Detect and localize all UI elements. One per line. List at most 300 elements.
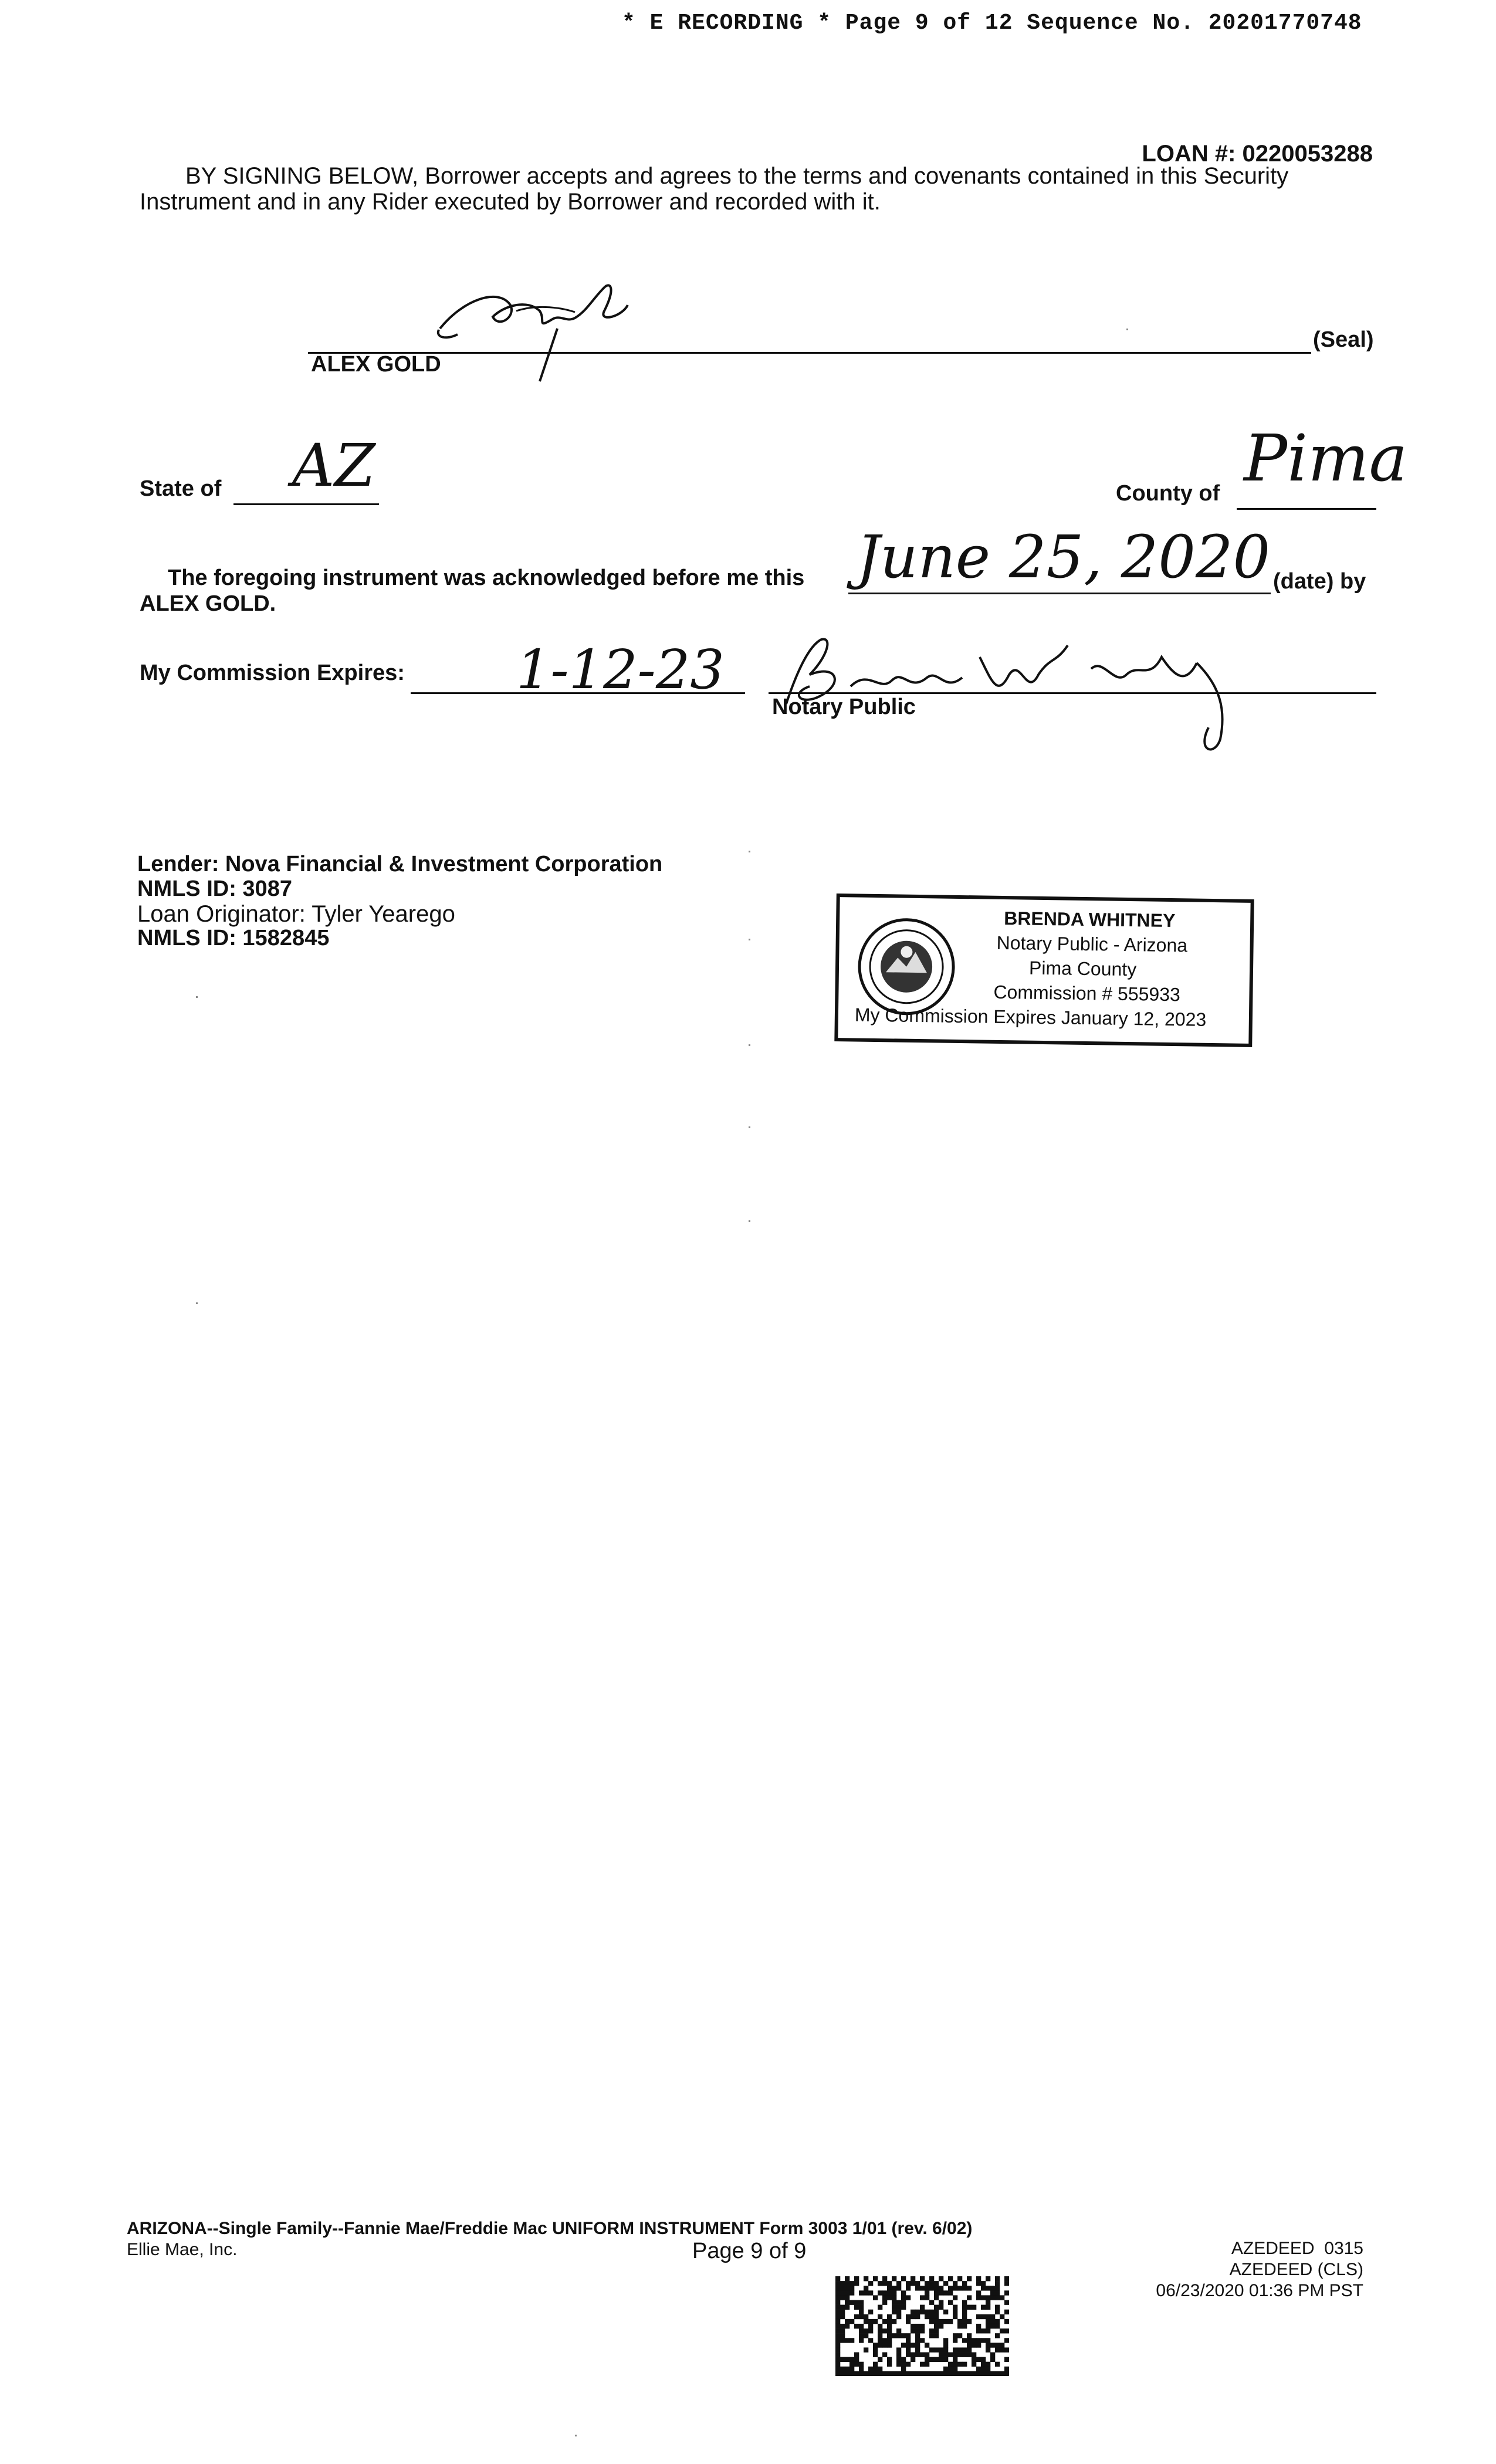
barcode-module <box>995 2310 1000 2314</box>
barcode-module <box>939 2347 943 2352</box>
scan-speck <box>749 939 750 940</box>
barcode-module <box>1000 2343 1004 2347</box>
barcode-module <box>943 2319 948 2324</box>
barcode-module <box>882 2328 887 2333</box>
barcode-module <box>868 2367 873 2371</box>
barcode-module <box>990 2343 995 2347</box>
barcode-module <box>873 2362 878 2367</box>
barcode-module <box>1004 2276 1009 2281</box>
barcode-module <box>939 2276 943 2281</box>
barcode-module <box>976 2338 981 2343</box>
barcode-module <box>901 2357 906 2362</box>
stamp-county: Pima County <box>1028 957 1137 980</box>
barcode-module <box>845 2290 849 2295</box>
barcode-module <box>925 2362 929 2367</box>
barcode-module <box>972 2362 976 2367</box>
barcode-module <box>957 2324 962 2328</box>
barcode-module <box>882 2338 887 2343</box>
barcode-module <box>986 2367 990 2371</box>
footer-timestamp: 06/23/2020 01:36 PM PST <box>1156 2281 1363 2300</box>
barcode-module <box>854 2353 859 2357</box>
barcode-module <box>892 2371 896 2376</box>
barcode-module <box>845 2338 849 2343</box>
barcode-module <box>859 2290 864 2295</box>
barcode-module <box>906 2295 911 2300</box>
barcode-module <box>920 2295 925 2300</box>
barcode-module <box>859 2328 864 2333</box>
barcode-module <box>845 2319 849 2324</box>
barcode-module <box>878 2371 882 2376</box>
stamp-title: Notary Public - Arizona <box>996 932 1188 956</box>
barcode-module <box>868 2310 873 2314</box>
lender-line-2: NMLS ID: 3087 <box>137 876 292 901</box>
barcode-module <box>986 2286 990 2290</box>
scan-speck <box>196 1302 198 1304</box>
barcode-module <box>953 2338 957 2343</box>
barcode-module <box>995 2295 1000 2300</box>
barcode-module <box>972 2338 976 2343</box>
barcode-module <box>887 2290 892 2295</box>
barcode-module <box>854 2314 859 2319</box>
barcode-module <box>948 2353 953 2357</box>
barcode-module <box>920 2328 925 2333</box>
barcode-module <box>967 2343 972 2347</box>
barcode-module <box>962 2371 967 2376</box>
barcode-module <box>976 2290 981 2295</box>
footer-code-2: AZEDEED (CLS) <box>1229 2260 1363 2279</box>
barcode-module <box>962 2353 967 2357</box>
barcode-module <box>976 2328 981 2333</box>
barcode-module <box>835 2300 840 2304</box>
barcode-module <box>896 2305 901 2310</box>
barcode-module <box>864 2328 868 2333</box>
barcode-module <box>1004 2371 1009 2376</box>
barcode-module <box>873 2276 878 2281</box>
barcode-module <box>906 2319 911 2324</box>
barcode-module <box>840 2367 845 2371</box>
barcode-module <box>948 2286 953 2290</box>
barcode-module <box>967 2338 972 2343</box>
barcode-module <box>967 2333 972 2338</box>
barcode-module <box>981 2328 986 2333</box>
barcode-module <box>887 2328 892 2333</box>
barcode-module <box>854 2300 859 2304</box>
acknowledgment-text: The foregoing instrument was acknowledged before me this <box>168 566 805 590</box>
barcode-module <box>934 2371 939 2376</box>
barcode-module <box>962 2310 967 2314</box>
barcode-module <box>892 2305 896 2310</box>
commission-label: My Commission Expires: <box>140 661 405 685</box>
barcode-module <box>953 2371 957 2376</box>
barcode-module <box>892 2333 896 2338</box>
barcode-module <box>887 2362 892 2367</box>
barcode-module <box>864 2286 868 2290</box>
barcode-module <box>981 2362 986 2367</box>
barcode-module <box>967 2286 972 2290</box>
barcode-module <box>1004 2319 1009 2324</box>
barcode-module <box>934 2328 939 2333</box>
acknowledgment-date-handwritten: June 25, 2020 <box>857 523 1271 591</box>
barcode-module <box>915 2353 920 2357</box>
barcode-module <box>882 2281 887 2286</box>
barcode-module <box>934 2290 939 2295</box>
borrower-signature-line <box>308 352 1311 354</box>
barcode-module <box>845 2286 849 2290</box>
recording-header: * E RECORDING * Page 9 of 12 Sequence No. 20201770748 <box>622 11 1362 36</box>
acknowledgment-suffix: (date) by <box>1273 569 1366 594</box>
barcode-module <box>859 2362 864 2367</box>
barcode-module <box>972 2305 976 2310</box>
scan-speck <box>575 2435 577 2436</box>
barcode-module <box>887 2343 892 2347</box>
barcode-module <box>887 2357 892 2362</box>
barcode-module <box>859 2333 864 2338</box>
barcode-module <box>835 2338 840 2343</box>
barcode-module <box>981 2286 986 2290</box>
barcode-module <box>915 2343 920 2347</box>
barcode-module <box>906 2314 911 2319</box>
barcode-module <box>906 2353 911 2357</box>
barcode-module <box>920 2353 925 2357</box>
barcode-module <box>990 2314 995 2319</box>
barcode-module <box>892 2290 896 2295</box>
barcode-module <box>1000 2347 1004 2352</box>
barcode-module <box>995 2319 1000 2324</box>
lender-line-1: Lender: Nova Financial & Investment Corporation <box>137 852 663 876</box>
barcode-module <box>896 2314 901 2319</box>
barcode-module <box>934 2347 939 2352</box>
barcode-module <box>840 2290 845 2295</box>
barcode-module <box>887 2286 892 2290</box>
barcode-module <box>882 2319 887 2324</box>
barcode-module <box>976 2281 981 2286</box>
barcode-module <box>925 2371 929 2376</box>
barcode-module <box>887 2295 892 2300</box>
barcode-module <box>915 2347 920 2352</box>
barcode-module <box>934 2295 939 2300</box>
barcode-module <box>920 2286 925 2290</box>
barcode-module <box>911 2281 915 2286</box>
barcode-module <box>911 2353 915 2357</box>
barcode-module <box>925 2343 929 2347</box>
barcode-module <box>878 2328 882 2333</box>
barcode-module <box>953 2295 957 2300</box>
barcode-module <box>835 2324 840 2328</box>
barcode-module <box>878 2343 882 2347</box>
barcode-module <box>948 2276 953 2281</box>
barcode-module <box>878 2314 882 2319</box>
barcode-module <box>967 2353 972 2357</box>
barcode-module <box>915 2314 920 2319</box>
acknowledgment-name: ALEX GOLD. <box>140 591 276 616</box>
barcode-module <box>943 2290 948 2295</box>
barcode-module <box>953 2305 957 2310</box>
barcode-module <box>840 2286 845 2290</box>
barcode-module <box>849 2319 854 2324</box>
barcode-module <box>840 2324 845 2328</box>
barcode-module <box>990 2357 995 2362</box>
barcode-module <box>859 2324 864 2328</box>
barcode-module <box>929 2276 934 2281</box>
barcode-module <box>939 2300 943 2304</box>
barcode-module <box>953 2367 957 2371</box>
barcode-module <box>845 2305 849 2310</box>
stamp-name: BRENDA WHITNEY <box>1003 908 1176 932</box>
barcode-module <box>1000 2371 1004 2376</box>
barcode-module <box>943 2371 948 2376</box>
barcode-module <box>948 2319 953 2324</box>
barcode-module <box>953 2286 957 2290</box>
barcode-module <box>939 2357 943 2362</box>
barcode-module <box>929 2333 934 2338</box>
barcode-module <box>981 2281 986 2286</box>
barcode-module <box>953 2357 957 2362</box>
barcode-module <box>953 2362 957 2367</box>
barcode-module <box>995 2305 1000 2310</box>
barcode-module <box>943 2281 948 2286</box>
barcode-module <box>957 2319 962 2324</box>
barcode-module <box>995 2347 1000 2352</box>
barcode-module <box>901 2371 906 2376</box>
barcode-module <box>840 2295 845 2300</box>
barcode-module <box>986 2343 990 2347</box>
barcode-module <box>845 2281 849 2286</box>
barcode-module <box>967 2319 972 2324</box>
barcode-module <box>995 2286 1000 2290</box>
barcode-module <box>849 2367 854 2371</box>
barcode-module <box>995 2276 1000 2281</box>
barcode-module <box>948 2367 953 2371</box>
barcode-module <box>849 2357 854 2362</box>
barcode-module <box>892 2310 896 2314</box>
barcode-module <box>957 2333 962 2338</box>
barcode-module <box>878 2281 882 2286</box>
barcode-module <box>990 2353 995 2357</box>
barcode-module <box>873 2295 878 2300</box>
barcode-module <box>845 2324 849 2328</box>
barcode-module <box>882 2290 887 2295</box>
barcode-module <box>953 2314 957 2319</box>
barcode-module <box>906 2286 911 2290</box>
barcode-module <box>995 2333 1000 2338</box>
barcode-module <box>1004 2357 1009 2362</box>
barcode-module <box>920 2305 925 2310</box>
barcode-module <box>901 2295 906 2300</box>
barcode-module <box>835 2353 840 2357</box>
county-line <box>1237 508 1376 510</box>
barcode-module <box>854 2305 859 2310</box>
barcode-module <box>976 2276 981 2281</box>
barcode-module <box>887 2338 892 2343</box>
barcode-module <box>925 2310 929 2314</box>
barcode-module <box>873 2353 878 2357</box>
barcode-module <box>943 2367 948 2371</box>
barcode-module <box>868 2371 873 2376</box>
barcode-module <box>976 2324 981 2328</box>
barcode-module <box>929 2281 934 2286</box>
barcode-module <box>967 2305 972 2310</box>
barcode-module <box>929 2300 934 2304</box>
barcode-module <box>962 2305 967 2310</box>
barcode-module <box>892 2300 896 2304</box>
barcode-module <box>887 2333 892 2338</box>
barcode-module <box>920 2310 925 2314</box>
barcode-module <box>929 2286 934 2290</box>
barcode-module <box>915 2328 920 2333</box>
barcode-module <box>967 2276 972 2281</box>
barcode-module <box>845 2295 849 2300</box>
barcode-module <box>1000 2314 1004 2319</box>
intro-line-2: Instrument and in any Rider executed by Borrower and recorded with it. <box>140 189 881 215</box>
barcode-module <box>878 2324 882 2328</box>
barcode-module <box>882 2295 887 2300</box>
barcode-module <box>986 2295 990 2300</box>
datamatrix-barcode <box>835 2276 1009 2376</box>
barcode-module <box>986 2300 990 2304</box>
footer-page: Page 9 of 9 <box>692 2239 807 2263</box>
barcode-module <box>976 2371 981 2376</box>
barcode-module <box>849 2362 854 2367</box>
barcode-module <box>939 2290 943 2295</box>
barcode-module <box>981 2305 986 2310</box>
barcode-module <box>1000 2295 1004 2300</box>
barcode-module <box>943 2347 948 2352</box>
barcode-module <box>835 2305 840 2310</box>
barcode-module <box>915 2286 920 2290</box>
barcode-module <box>840 2338 845 2343</box>
barcode-module <box>986 2319 990 2324</box>
notary-stamp <box>834 893 1254 1047</box>
barcode-module <box>868 2281 873 2286</box>
barcode-module <box>990 2371 995 2376</box>
scan-speck <box>1126 329 1128 330</box>
seal-label: (Seal) <box>1313 327 1374 352</box>
barcode-module <box>911 2343 915 2347</box>
barcode-module <box>1004 2281 1009 2286</box>
barcode-module <box>920 2362 925 2367</box>
barcode-module <box>911 2324 915 2328</box>
barcode-module <box>995 2281 1000 2286</box>
barcode-module <box>859 2300 864 2304</box>
barcode-module <box>957 2286 962 2290</box>
barcode-module <box>976 2367 981 2371</box>
barcode-module <box>887 2281 892 2286</box>
state-line <box>233 503 379 505</box>
scan-speck <box>196 996 198 998</box>
barcode-module <box>990 2286 995 2290</box>
barcode-module <box>868 2290 873 2295</box>
stamp-expires: My Commission Expires January 12, 2023 <box>854 1004 1207 1030</box>
barcode-module <box>925 2290 929 2295</box>
barcode-module <box>901 2362 906 2367</box>
barcode-module <box>990 2295 995 2300</box>
barcode-module <box>906 2347 911 2352</box>
barcode-module <box>892 2276 896 2281</box>
barcode-module <box>887 2314 892 2319</box>
barcode-module <box>967 2371 972 2376</box>
barcode-module <box>962 2314 967 2319</box>
barcode-module <box>915 2324 920 2328</box>
barcode-module <box>957 2353 962 2357</box>
barcode-module <box>986 2362 990 2367</box>
barcode-module <box>864 2347 868 2352</box>
scan-speck <box>749 851 750 852</box>
barcode-module <box>835 2276 840 2281</box>
barcode-module <box>873 2319 878 2324</box>
barcode-module <box>835 2333 840 2338</box>
barcode-module <box>962 2300 967 2304</box>
barcode-module <box>864 2276 868 2281</box>
barcode-module <box>929 2347 934 2352</box>
barcode-module <box>835 2343 840 2347</box>
barcode-module <box>906 2343 911 2347</box>
scan-speck <box>749 1044 750 1046</box>
barcode-module <box>967 2295 972 2300</box>
barcode-module <box>976 2357 981 2362</box>
barcode-module <box>925 2281 929 2286</box>
barcode-module <box>887 2319 892 2324</box>
barcode-module <box>882 2353 887 2357</box>
barcode-module <box>835 2319 840 2324</box>
barcode-module <box>896 2328 901 2333</box>
barcode-module <box>901 2305 906 2310</box>
barcode-module <box>915 2338 920 2343</box>
barcode-module <box>882 2276 887 2281</box>
county-handwritten: Pima <box>1244 421 1408 496</box>
barcode-module <box>864 2314 868 2319</box>
barcode-module <box>859 2305 864 2310</box>
barcode-module <box>976 2343 981 2347</box>
barcode-module <box>934 2324 939 2328</box>
barcode-module <box>859 2367 864 2371</box>
barcode-module <box>845 2276 849 2281</box>
barcode-module <box>939 2305 943 2310</box>
barcode-module <box>868 2324 873 2328</box>
barcode-module <box>896 2371 901 2376</box>
barcode-module <box>840 2328 845 2333</box>
barcode-module <box>896 2281 901 2286</box>
barcode-module <box>887 2371 892 2376</box>
borrower-signature <box>428 264 651 393</box>
barcode-module <box>911 2357 915 2362</box>
barcode-module <box>873 2367 878 2371</box>
barcode-module <box>967 2347 972 2352</box>
barcode-module <box>840 2310 845 2314</box>
barcode-module <box>849 2300 854 2304</box>
barcode-module <box>972 2343 976 2347</box>
barcode-module <box>878 2333 882 2338</box>
barcode-module <box>934 2281 939 2286</box>
barcode-module <box>920 2276 925 2281</box>
barcode-module <box>972 2357 976 2362</box>
barcode-module <box>976 2314 981 2319</box>
barcode-module <box>911 2310 915 2314</box>
barcode-module <box>962 2319 967 2324</box>
barcode-module <box>943 2357 948 2362</box>
barcode-module <box>939 2319 943 2324</box>
barcode-module <box>957 2347 962 2352</box>
barcode-module <box>882 2343 887 2347</box>
commission-handwritten: 1-12-23 <box>516 638 725 701</box>
barcode-module <box>901 2333 906 2338</box>
barcode-module <box>901 2300 906 2304</box>
barcode-module <box>854 2324 859 2328</box>
barcode-module <box>957 2276 962 2281</box>
barcode-module <box>953 2347 957 2352</box>
barcode-module <box>878 2338 882 2343</box>
barcode-module <box>896 2310 901 2314</box>
barcode-module <box>873 2347 878 2352</box>
